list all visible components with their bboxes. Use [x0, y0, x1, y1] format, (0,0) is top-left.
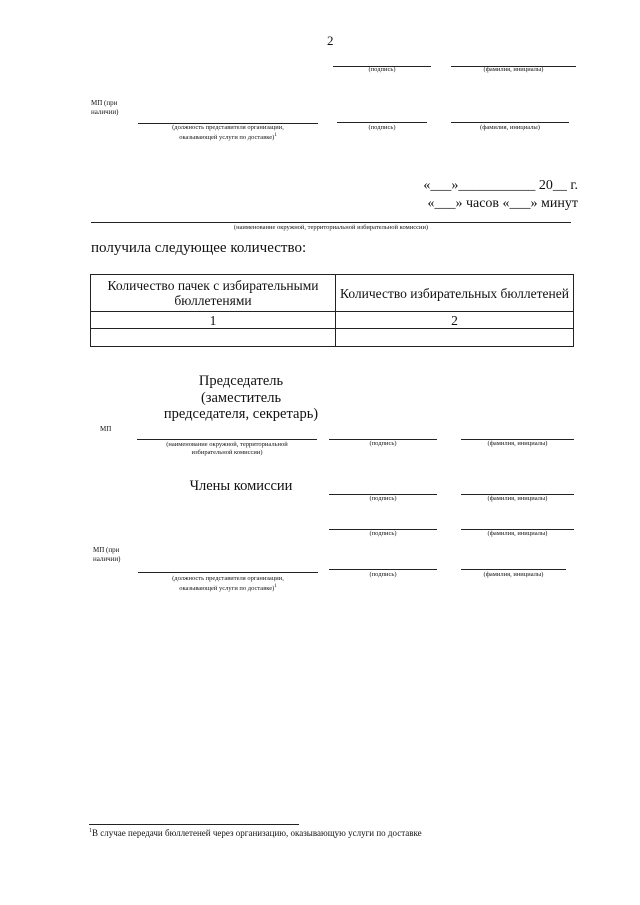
position-caption	[138, 124, 318, 142]
stamp-label-line1: МП (при	[93, 546, 120, 554]
chair-title-line1: Председатель	[198, 373, 284, 389]
name-caption: (фамилия, инициалы)	[487, 440, 548, 447]
signature-line	[329, 569, 437, 570]
signature-line	[337, 122, 427, 123]
stamp-label-line2: наличии)	[93, 555, 121, 563]
signature-caption: (подпись)	[369, 495, 397, 502]
position-caption	[138, 575, 318, 593]
members-title: Члены комиссии	[189, 478, 293, 494]
commission-name-caption: (наименование окружной, территориальной избирательной комиссии)	[233, 224, 429, 231]
footnote-mark: 1	[274, 133, 277, 138]
table-number-cell: 2	[336, 312, 574, 329]
signature-caption: (подпись)	[369, 440, 397, 447]
commission-caption-line2: избирательной комиссии)	[191, 449, 263, 456]
table-number-row	[91, 312, 574, 329]
position-line	[138, 572, 318, 573]
stamp-label	[91, 99, 119, 117]
name-caption: (фамилия, инициалы)	[483, 571, 544, 578]
table-header-row	[91, 275, 574, 312]
signature-caption: (подпись)	[369, 571, 397, 578]
received-text: получила следующее количество:	[91, 240, 307, 256]
footnote-mark: 1	[274, 584, 277, 589]
name-caption: (фамилия, инициалы)	[480, 124, 540, 131]
signature-caption: (подпись)	[368, 66, 396, 73]
footnote	[89, 828, 422, 838]
table-value-cell[interactable]	[336, 329, 574, 347]
stamp-label	[93, 546, 121, 564]
table-header-packs: Количество пачек с избирательными бюллетенями	[91, 275, 336, 312]
position-caption-line2: оказывающей услуги по доставке)	[179, 134, 275, 142]
table-header-ballots: Количество избирательных бюллетеней	[336, 275, 574, 312]
name-line	[461, 569, 566, 570]
stamp-label: МП	[100, 425, 112, 433]
commission-caption	[137, 441, 317, 457]
name-caption: (фамилия, инициалы)	[487, 530, 548, 537]
name-line	[451, 122, 569, 123]
position-caption-line1: (должность представителя организации,	[172, 575, 284, 582]
table-number-cell: 1	[91, 312, 336, 329]
chair-title	[126, 373, 356, 423]
footnote-mark: 1	[89, 828, 92, 834]
chair-title-line3: председателя, секретарь)	[163, 406, 319, 422]
page-number: 2	[327, 33, 334, 48]
time-line: «___» часов «___» минут	[427, 196, 578, 211]
ballot-table	[90, 274, 574, 347]
table-value-cell[interactable]	[91, 329, 336, 347]
footnote-separator	[89, 824, 299, 825]
footnote-text: В случае передачи бюллетеней через организацию, оказывающую услуги по доставке	[92, 828, 422, 838]
name-caption: (фамилия, инициалы)	[483, 66, 544, 73]
signature-caption: (подпись)	[368, 124, 396, 131]
commission-caption-line1: (наименование окружной, территориальной	[166, 441, 288, 448]
chair-title-line2: (заместитель	[200, 389, 282, 406]
position-caption-line2: оказывающей услуги по доставке)	[179, 585, 275, 593]
table-value-row	[91, 329, 574, 347]
stamp-label-line2: наличии)	[91, 108, 119, 116]
date-line: «___»___________ 20__ г.	[423, 178, 578, 193]
position-caption-line1: (должность представителя организации,	[172, 124, 284, 131]
commission-name-line	[91, 222, 571, 223]
signature-caption: (подпись)	[369, 530, 397, 537]
stamp-label-line1: МП (при	[91, 99, 118, 107]
commission-line	[137, 439, 317, 440]
name-caption: (фамилия, инициалы)	[487, 495, 548, 502]
